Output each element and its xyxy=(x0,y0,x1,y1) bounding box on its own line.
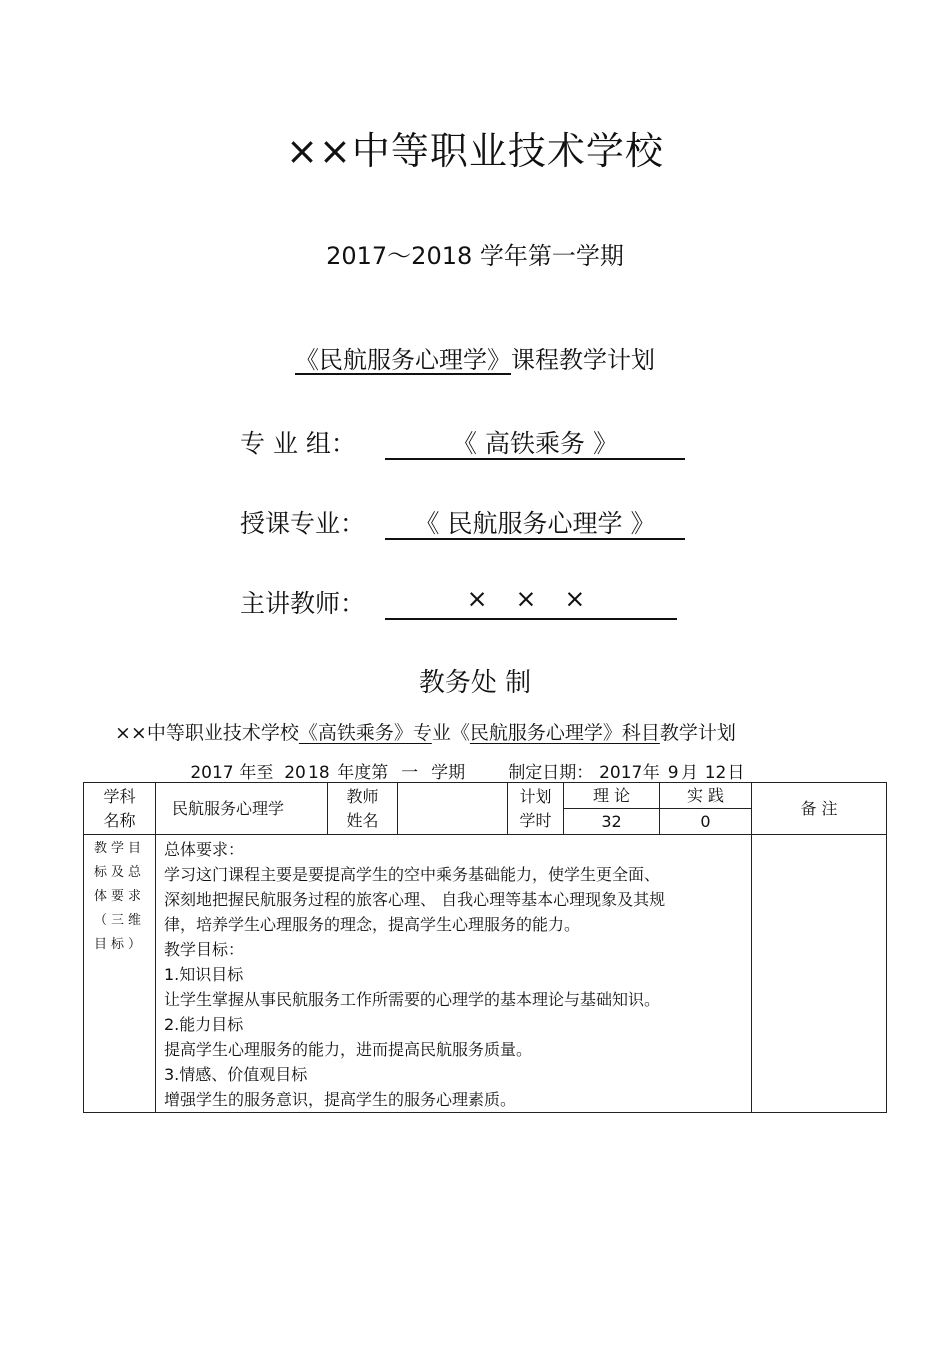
plan-heading xyxy=(115,718,736,745)
goal-line: 教学目标： xyxy=(164,940,245,959)
group-value: 《 高铁乘务 》 xyxy=(385,424,685,460)
term-line: 2017～2018 学年第一学期 xyxy=(326,242,624,270)
goals-label-line: 目标） xyxy=(93,937,145,952)
course-plan-title xyxy=(0,340,950,375)
goal-line: 增强学生的服务意识，提高学生的服务心理素质。 xyxy=(164,1090,517,1109)
hours-label-line-1: 计划 xyxy=(519,786,552,806)
goal-line: 总体要求： xyxy=(164,840,245,859)
hours-label-cell xyxy=(508,783,564,835)
goal-line: 律，培养学生心理服务的理念，提高学生心理服务的能力。 xyxy=(164,915,581,934)
teacher-value: × × × xyxy=(385,584,677,620)
hours-label-line-2: 学时 xyxy=(519,810,552,830)
date-text-4: 制定日期： xyxy=(508,763,594,783)
made-month: 9 xyxy=(665,764,681,783)
date-text-3: 学期 xyxy=(431,763,466,783)
teacher-label: 主讲教师： xyxy=(240,589,366,618)
info-row-teacher xyxy=(240,584,596,620)
goal-line: 1.知识目标 xyxy=(164,965,244,984)
info-row-major xyxy=(240,504,656,540)
year-start: 2017 xyxy=(190,763,234,783)
goals-label-line: 标及总 xyxy=(93,865,145,880)
made-year: 2017 xyxy=(599,763,643,783)
goals-label-line: 体要求 xyxy=(93,889,145,904)
plan-heading-major: 《高铁乘务》专 xyxy=(298,722,432,744)
school-title: ××中等职业技术学校 xyxy=(286,129,664,173)
year-end-b: 18 xyxy=(306,764,332,783)
table-row xyxy=(84,835,887,1113)
teacher-label-cell xyxy=(328,783,398,835)
plan-heading-course: 民航服务心理学》科目 xyxy=(469,722,660,744)
plan-table xyxy=(83,782,887,1113)
major-label: 授课专业： xyxy=(240,509,366,538)
teacher-label-line-1: 教师 xyxy=(346,786,379,806)
subject-label-line-1: 学科 xyxy=(103,786,136,806)
goals-label-line: 教学目 xyxy=(93,841,145,856)
date-text-6: 月 xyxy=(681,763,699,783)
remarks-label-cell: 备 注 xyxy=(752,783,887,835)
goal-line: 学习这门课程主要是要提高学生的空中乘务基础能力，使学生更全面、 xyxy=(164,865,661,884)
info-row-group xyxy=(240,424,618,460)
theory-label-cell: 理 论 xyxy=(564,783,660,809)
made-day: 12 xyxy=(704,763,727,783)
practice-label-cell: 实 践 xyxy=(660,783,752,809)
subject-value-cell: 民航服务心理学 xyxy=(156,783,328,835)
major-value: 《 民航服务心理学 》 xyxy=(385,504,685,540)
goals-label-line: （三维 xyxy=(93,913,145,928)
plan-heading-mid: 业《 xyxy=(431,722,470,744)
course-plan-suffix: 课程教学计划 xyxy=(511,346,655,374)
date-line xyxy=(190,758,745,783)
subject-label-cell xyxy=(84,783,156,835)
date-text-5: 年 xyxy=(642,763,660,783)
theory-value-cell: 32 xyxy=(564,809,660,835)
table-row xyxy=(84,783,887,809)
goal-line: 2.能力目标 xyxy=(164,1015,244,1034)
date-text-2: 年度第 xyxy=(337,763,389,783)
teacher-label-line-2: 姓名 xyxy=(346,810,379,830)
subject-label-line-2: 名称 xyxy=(103,810,136,830)
goal-line: 3.情感、价值观目标 xyxy=(164,1065,308,1084)
goal-line: 提高学生心理服务的能力，进而提高民航服务质量。 xyxy=(164,1040,533,1059)
goal-line: 深刻地把握民航服务过程的旅客心理、 自我心理等基本心理现象及其规 xyxy=(164,890,666,909)
semester-number: 一 xyxy=(394,764,426,783)
date-text-7: 日 xyxy=(727,763,745,783)
office-label: 教务处 制 xyxy=(418,668,532,698)
teacher-value-cell xyxy=(398,783,508,835)
practice-value-cell: 0 xyxy=(660,809,752,835)
goals-label-cell xyxy=(84,835,156,1113)
course-name-underlined: 《民航服务心理学》 xyxy=(295,346,511,374)
date-text-1: 年至 xyxy=(239,763,274,783)
goal-line: 让学生掌握从事民航服务工作所需要的心理学的基本理论与基础知识。 xyxy=(164,990,661,1009)
goals-body-cell xyxy=(156,835,752,1113)
remarks-value-cell xyxy=(752,835,887,1113)
group-label: 专 业 组： xyxy=(240,429,356,458)
plan-heading-suffix: 教学计划 xyxy=(659,722,736,744)
plan-heading-prefix: ××中等职业技术学校 xyxy=(115,722,299,744)
year-end-a: 20 xyxy=(284,763,306,783)
